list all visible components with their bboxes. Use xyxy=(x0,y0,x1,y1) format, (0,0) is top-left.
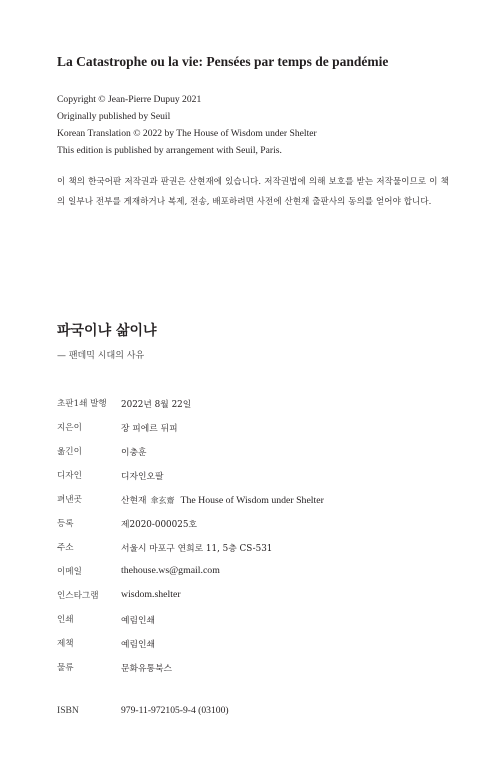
colophon-value: 문화유통북스 xyxy=(121,664,172,674)
korean-title: 파국이냐 삶이냐 xyxy=(57,323,157,339)
colophon-label: 디자인 xyxy=(57,471,82,481)
colophon-value: 2022년 8월 22일 xyxy=(121,400,192,410)
copyright-block xyxy=(57,91,317,159)
isbn-value: 979-11-972105-9-4 (03100) xyxy=(121,705,229,716)
original-title: La Catastrophe ou la vie: Pensées par temps de pandémie xyxy=(57,54,389,69)
colophon-value: thehouse.ws@gmail.com xyxy=(121,565,220,576)
colophon-value: 서울시 마포구 연희로 11, 5층 CS-531 xyxy=(121,544,273,554)
copyright-line: This edition is published by arrangement with Seuil, Paris. xyxy=(57,145,282,156)
colophon-label: 옮긴이 xyxy=(57,447,82,457)
colophon-value: 장 피에르 뒤피 xyxy=(121,424,178,434)
colophon-value: 제2020-000025호 xyxy=(121,520,197,530)
copyright-notice: 이 책의 한국어판 저작권과 판권은 산현재에 있습니다. 저작권법에 의해 보호를 받는 저작물이므로 이 책의 일부나 전부를 게재하거나 복제, 전송, 배포하려면 사전에 산현재 출판사의 동의를 얻어야 합니다. xyxy=(57,177,449,207)
colophon-value: 이충훈 xyxy=(121,448,147,458)
colophon-label: 지은이 xyxy=(57,423,82,433)
colophon-value xyxy=(121,493,324,506)
colophon-label: 이메일 xyxy=(57,567,82,577)
copyright-line: Originally published by Seuil xyxy=(57,111,171,122)
colophon-value: wisdom.shelter xyxy=(121,589,181,600)
colophon-value: 디자인오팔 xyxy=(121,472,164,482)
colophon-label: 주소 xyxy=(57,543,74,553)
publisher-name: 산현재 xyxy=(121,496,147,506)
korean-subtitle: — 팬데믹 시대의 사유 xyxy=(57,351,145,361)
publisher-english: The House of Wisdom under Shelter xyxy=(180,495,324,506)
colophon-label: 인쇄 xyxy=(57,615,74,625)
colophon-label: 초판1쇄 발행 xyxy=(57,399,107,409)
publisher-hanja: 傘玄齋 xyxy=(150,496,175,505)
colophon-label: 등록 xyxy=(57,519,74,529)
copyright-line: Copyright © Jean-Pierre Dupuy 2021 xyxy=(57,94,202,105)
colophon-value: 예림인쇄 xyxy=(121,616,155,626)
isbn-label: ISBN xyxy=(57,705,79,716)
colophon-label: 제책 xyxy=(57,639,74,649)
colophon-label: 물류 xyxy=(57,663,74,673)
copyright-line: Korean Translation © 2022 by The House of Wisdom under Shelter xyxy=(57,128,317,139)
colophon-label: 인스타그램 xyxy=(57,591,99,601)
colophon-value: 예림인쇄 xyxy=(121,640,155,650)
colophon-label: 펴낸곳 xyxy=(57,495,82,505)
